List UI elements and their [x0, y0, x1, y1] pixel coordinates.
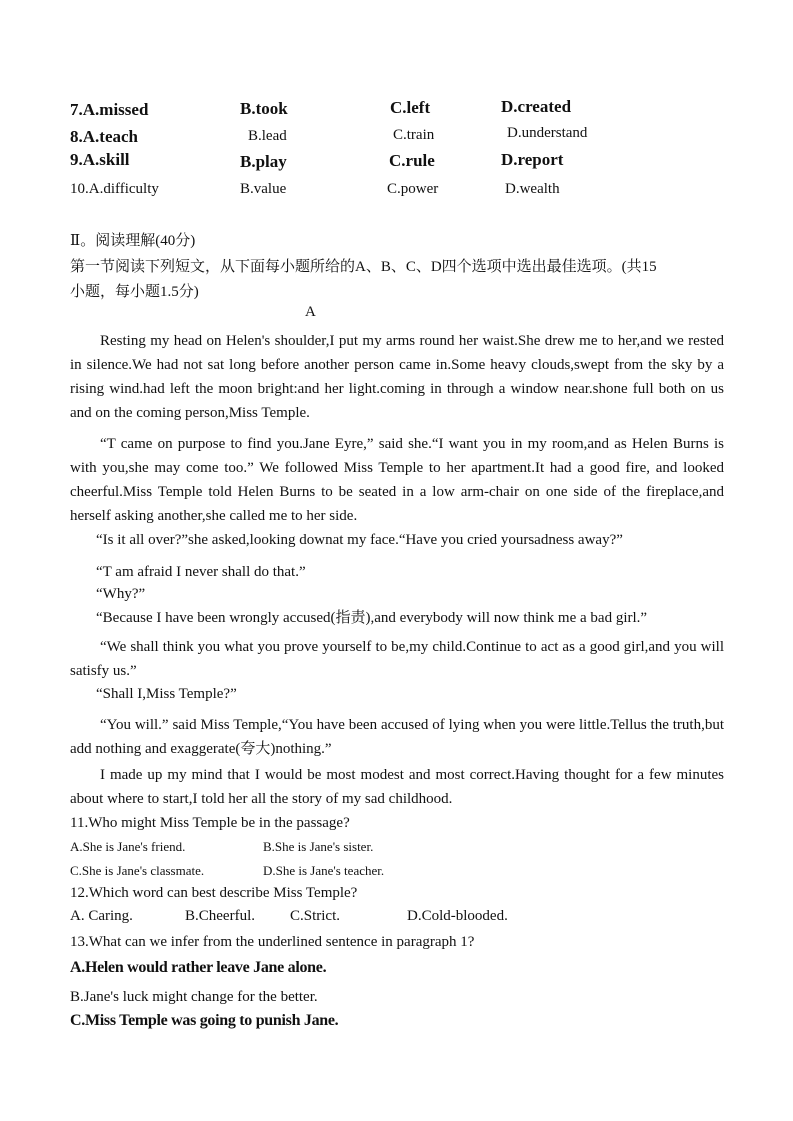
option-8d: D.understand: [507, 125, 588, 141]
option-9a: 9.A.skill: [70, 150, 130, 169]
question-12-option-a: A. Caring.: [70, 908, 133, 924]
option-10a: 10.A.difficulty: [70, 181, 159, 197]
option-8a: 8.A.teach: [70, 127, 138, 146]
dialogue-line-4: “Because I have been wrongly accused(指责),and everybody will now think me a bad girl.”: [96, 610, 648, 626]
passage-paragraph-1: Resting my head on Helen's shoulder,I put my arms round her waist.She drew me to her,and we rested in silence.We had not sat long before another person came in.Some heavy clouds,swept from the sky by a rising wind.had left the moon bright:and her light.coming in through a window near.shone full both on us and on the coming person,Miss Temple.: [70, 333, 724, 421]
option-8b: B.lead: [248, 128, 287, 144]
question-13-stem: 13.What can we infer from the underlined sentence in paragraph 1?: [70, 934, 475, 950]
question-13-option-a: A.Helen would rather leave Jane alone.: [70, 959, 327, 976]
dialogue-line-2: “T am afraid I never shall do that.”: [96, 564, 306, 580]
dialogue-line-5: “Shall I,Miss Temple?”: [96, 686, 237, 702]
option-10d: D.wealth: [505, 181, 560, 197]
section-instruction-line2: 小题，每小题1.5分): [70, 284, 199, 300]
passage-label: A: [305, 304, 316, 320]
option-10c: C.power: [387, 181, 439, 197]
question-11-option-a: A.She is Jane's friend.: [70, 839, 186, 854]
option-7d: D.created: [501, 97, 572, 116]
option-10b: B.value: [240, 181, 287, 197]
question-12-option-d: D.Cold-blooded.: [407, 908, 508, 924]
section-title: Ⅱ。阅读理解(40分): [70, 233, 196, 249]
option-7a: 7.A.missed: [70, 100, 149, 119]
question-11-option-b: B.She is Jane's sister.: [263, 839, 374, 854]
question-11-option-d: D.She is Jane's teacher.: [263, 863, 385, 878]
dialogue-line-3: “Why?”: [96, 586, 146, 602]
question-13-option-b: B.Jane's luck might change for the better.: [70, 989, 318, 1005]
question-11-option-c: C.She is Jane's classmate.: [70, 863, 205, 878]
option-9b: B.play: [240, 152, 287, 171]
option-9d: D.report: [501, 150, 564, 169]
question-12-option-b: B.Cheerful.: [185, 908, 255, 924]
question-11-stem: 11.Who might Miss Temple be in the passage?: [70, 815, 350, 831]
passage-paragraph-5: I made up my mind that I would be most modest and most correct.Having thought for a few minutes about where to start,I told her all the story of my sad childhood.: [70, 767, 724, 807]
option-7b: B.took: [240, 99, 288, 118]
section-instruction-line1: 第一节阅读下列短文，从下面每小题所给的A、B、C、D四个选项中选出最佳选项。(共15: [70, 259, 657, 275]
question-12-stem: 12.Which word can best describe Miss Temple?: [70, 885, 358, 901]
question-12-option-c: C.Strict.: [290, 908, 341, 924]
option-9c: C.rule: [389, 151, 435, 170]
question-13-option-c: C.Miss Temple was going to punish Jane.: [70, 1012, 339, 1029]
passage-paragraph-2: “T came on purpose to find you.Jane Eyre,” said she.“I want you in my room,and as Helen Burns is with you,she may come too.” We followed Miss Temple to her apartment.It had a good fire, and looked cheerful.Miss Temple told Helen Burns to be seated in a low arm-chair on one side of the fireplace,and herself asking another,she called me to her side.: [70, 436, 724, 524]
option-8c: C.train: [393, 127, 435, 143]
passage-paragraph-4: “You will.” said Miss Temple,“You have been accused of lying when you were little.Tellus the truth,but add nothing and exaggerate(夸大)nothing.”: [70, 717, 724, 757]
dialogue-line-1: “Is it all over?”she asked,looking downat my face.“Have you cried yoursadness away?”: [96, 532, 623, 548]
option-7c: C.left: [390, 98, 431, 117]
passage-paragraph-3: “We shall think you what you prove yourself to be,my child.Continue to act as a good girl,and you will satisfy us.”: [70, 639, 724, 679]
